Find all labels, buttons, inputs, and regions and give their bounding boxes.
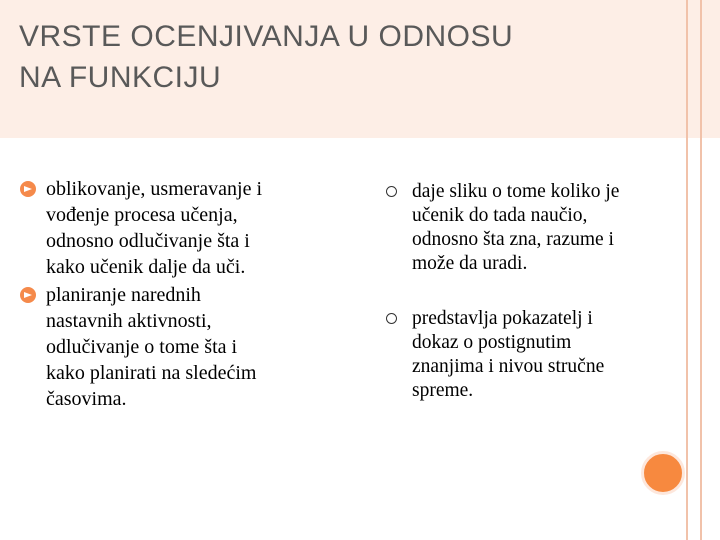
right-item-1-line-4: može da uradi. [412,253,528,274]
left-item-2-line-3: odlučivanje o tome šta i [46,336,238,358]
right-item-2-line-4: spreme. [412,380,474,401]
left-item-1-line-1: oblikovanje, usmeravanje i [46,178,263,200]
orange-circle-icon [641,451,685,495]
slide-title-line-2: NA FUNKCIJU [19,61,222,94]
right-bullet-list [384,180,684,403]
orange-circle-arrow-icon [20,181,36,197]
hollow-circle-icon [386,186,397,197]
left-item-1-line-2: vođenje procesa učenja, [46,204,238,226]
left-item-2-line-2: nastavnih aktivnosti, [46,310,212,332]
right-item-2-line-3: znanjima i nivou stručne [412,356,605,377]
right-list-item [384,180,684,276]
right-item-2-line-2: dokaz o postignutim [412,332,572,353]
right-item-1-line-3: odnosno šta zna, razume i [412,229,614,250]
left-item-2-line-1: planiranje narednih [46,284,201,306]
vertical-rule-right [700,0,702,540]
left-item-1-line-3: odnosno odlučivanje šta i [46,230,250,252]
right-item-1-line-2: učenik do tada naučio, [412,205,588,226]
left-list-item [20,176,320,280]
slide-title-line-1: VRSTE OCENJIVANJA U ODNOSU [19,20,514,53]
orange-circle-arrow-icon [20,287,36,303]
left-list-item [20,282,320,412]
hollow-circle-icon [386,313,397,324]
slide-title [19,16,659,98]
vertical-rule-left [686,0,688,540]
left-item-2-line-5: časovima. [46,388,127,410]
left-item-1-line-4: kako učenik dalje da uči. [46,256,246,278]
right-item-2-line-1: predstavlja pokazatelj i [412,308,593,329]
right-list-item [384,307,684,403]
left-bullet-list [20,176,320,412]
right-item-1-line-1: daje sliku o tome koliko je [412,181,620,202]
left-item-2-line-4: kako planirati na sledećim [46,362,257,384]
